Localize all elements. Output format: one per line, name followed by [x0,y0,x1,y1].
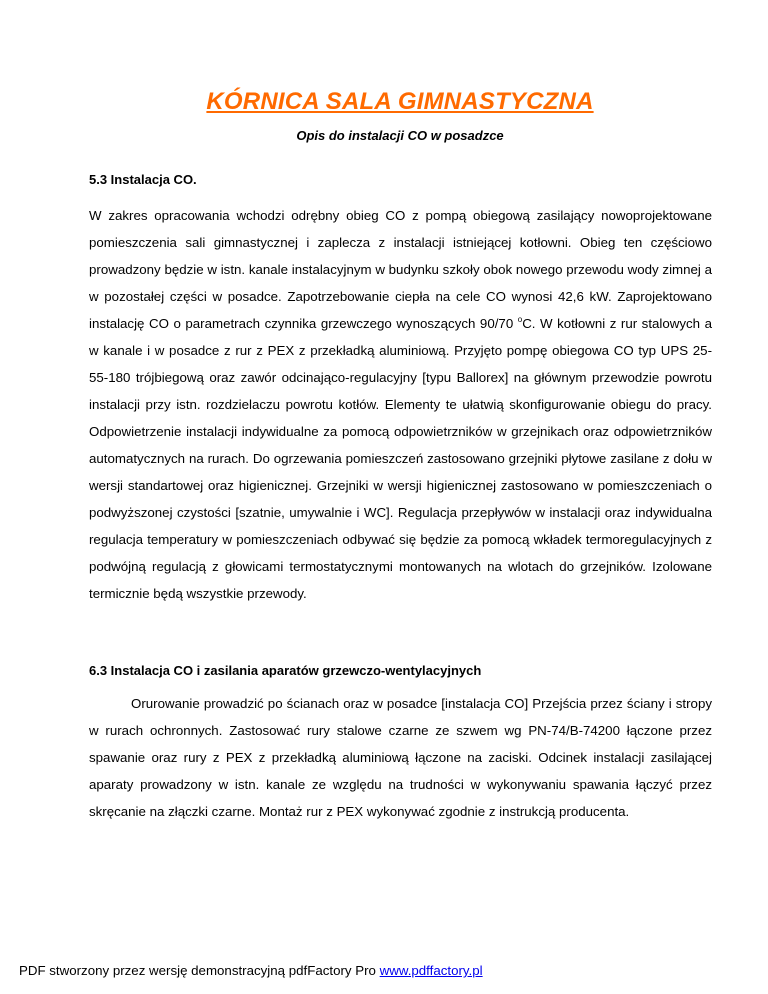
section-heading-6-3: 6.3 Instalacja CO i zasilania aparatów grzewczo-wentylacyjnych [89,663,482,678]
paragraph-text-part-2: C. W kotłowni z rur stalowych a w kanale i w posadce z rur z PEX z przekładką aluminiową. Przyjęto pompę obiegowa CO typ UPS 25-55-180 trójbiegową oraz zawór odcinająco-regulacyjny [typu Ballorex] na głównym przewodzie powrotu instalacji przy istn. rozdzielaczu powrotu kotłów. Elementy te ułatwią skonfigurowanie obiegu do pracy. Odpowietrzenie instalacji indywidualne za pomocą odpowietrzników w grzejnikach oraz odpowietrzników automatycznych na rurach. Do ogrzewania pomieszczeń zastosowano grzejniki płytowe zasilane z dołu w wersji standartowej oraz higienicznej. Grzejniki w wersji higienicznej zastosowano w pomieszczeniach o podwyższonej czystości [szatnie, umywalnie i WC]. Regulacja przepływów w instalacji oraz indywidualna regulacja temperatury w pomieszczeniach odbywać się będzie za pomocą wkładek termoregulacyjnych z podwójną regulacją z głowicami termostatycznymi montowanych na wlotach do grzejników. Izolowane termicznie będą wszystkie przewody. [89,316,712,601]
degree-superscript: o [517,315,523,324]
footer-text: PDF stworzony przez wersję demonstracyjną pdfFactory Pro [19,963,380,978]
section-5-3-paragraph [89,202,712,607]
footer-link[interactable]: www.pdffactory.pl [379,963,483,978]
section-6-3-paragraph: Orurowanie prowadzić po ścianach oraz w posadce [instalacja CO] Przejścia przez ściany i stropy w rurach ochronnych. Zastosować rury stalowe czarne ze szwem wg PN-74/B-74200 łączone przez spawanie oraz rury z PEX z przekładką aluminiową łączone na zaciski. Odcinek instalacji zasilającej aparaty prowadzony w istn. kanale ze względu na trudności w wykonywaniu spawania łączyć przez skręcanie na złączki czarne. Montaż rur z PEX wykonywać zgodnie z instrukcją producenta. [89,696,712,819]
pdf-footer [19,963,483,978]
paragraph-text-part-1: W zakres opracowania wchodzi odrębny obieg CO z pompą obiegową zasilający nowoprojektowane pomieszczenia sali gimnastycznej i zaplecza z instalacji istniejącej kotłowni. Obieg ten częściowo prowadzony będzie w istn. kanale instalacyjnym w budynku szkoły obok nowego przewodu wody zimnej a w pozostałej części w posadce. Zapotrzebowanie ciepła na cele CO wynosi 42,6 kW. Zaprojektowano instalację CO o parametrach czynnika grzewczego wynoszących 90/70 [89,208,712,331]
document-subtitle: Opis do instalacji CO w posadzce [296,128,504,143]
document-title: KÓRNICA SALA GIMNASTYCZNA [206,88,594,115]
section-heading-5-3: 5.3 Instalacja CO. [89,172,197,187]
